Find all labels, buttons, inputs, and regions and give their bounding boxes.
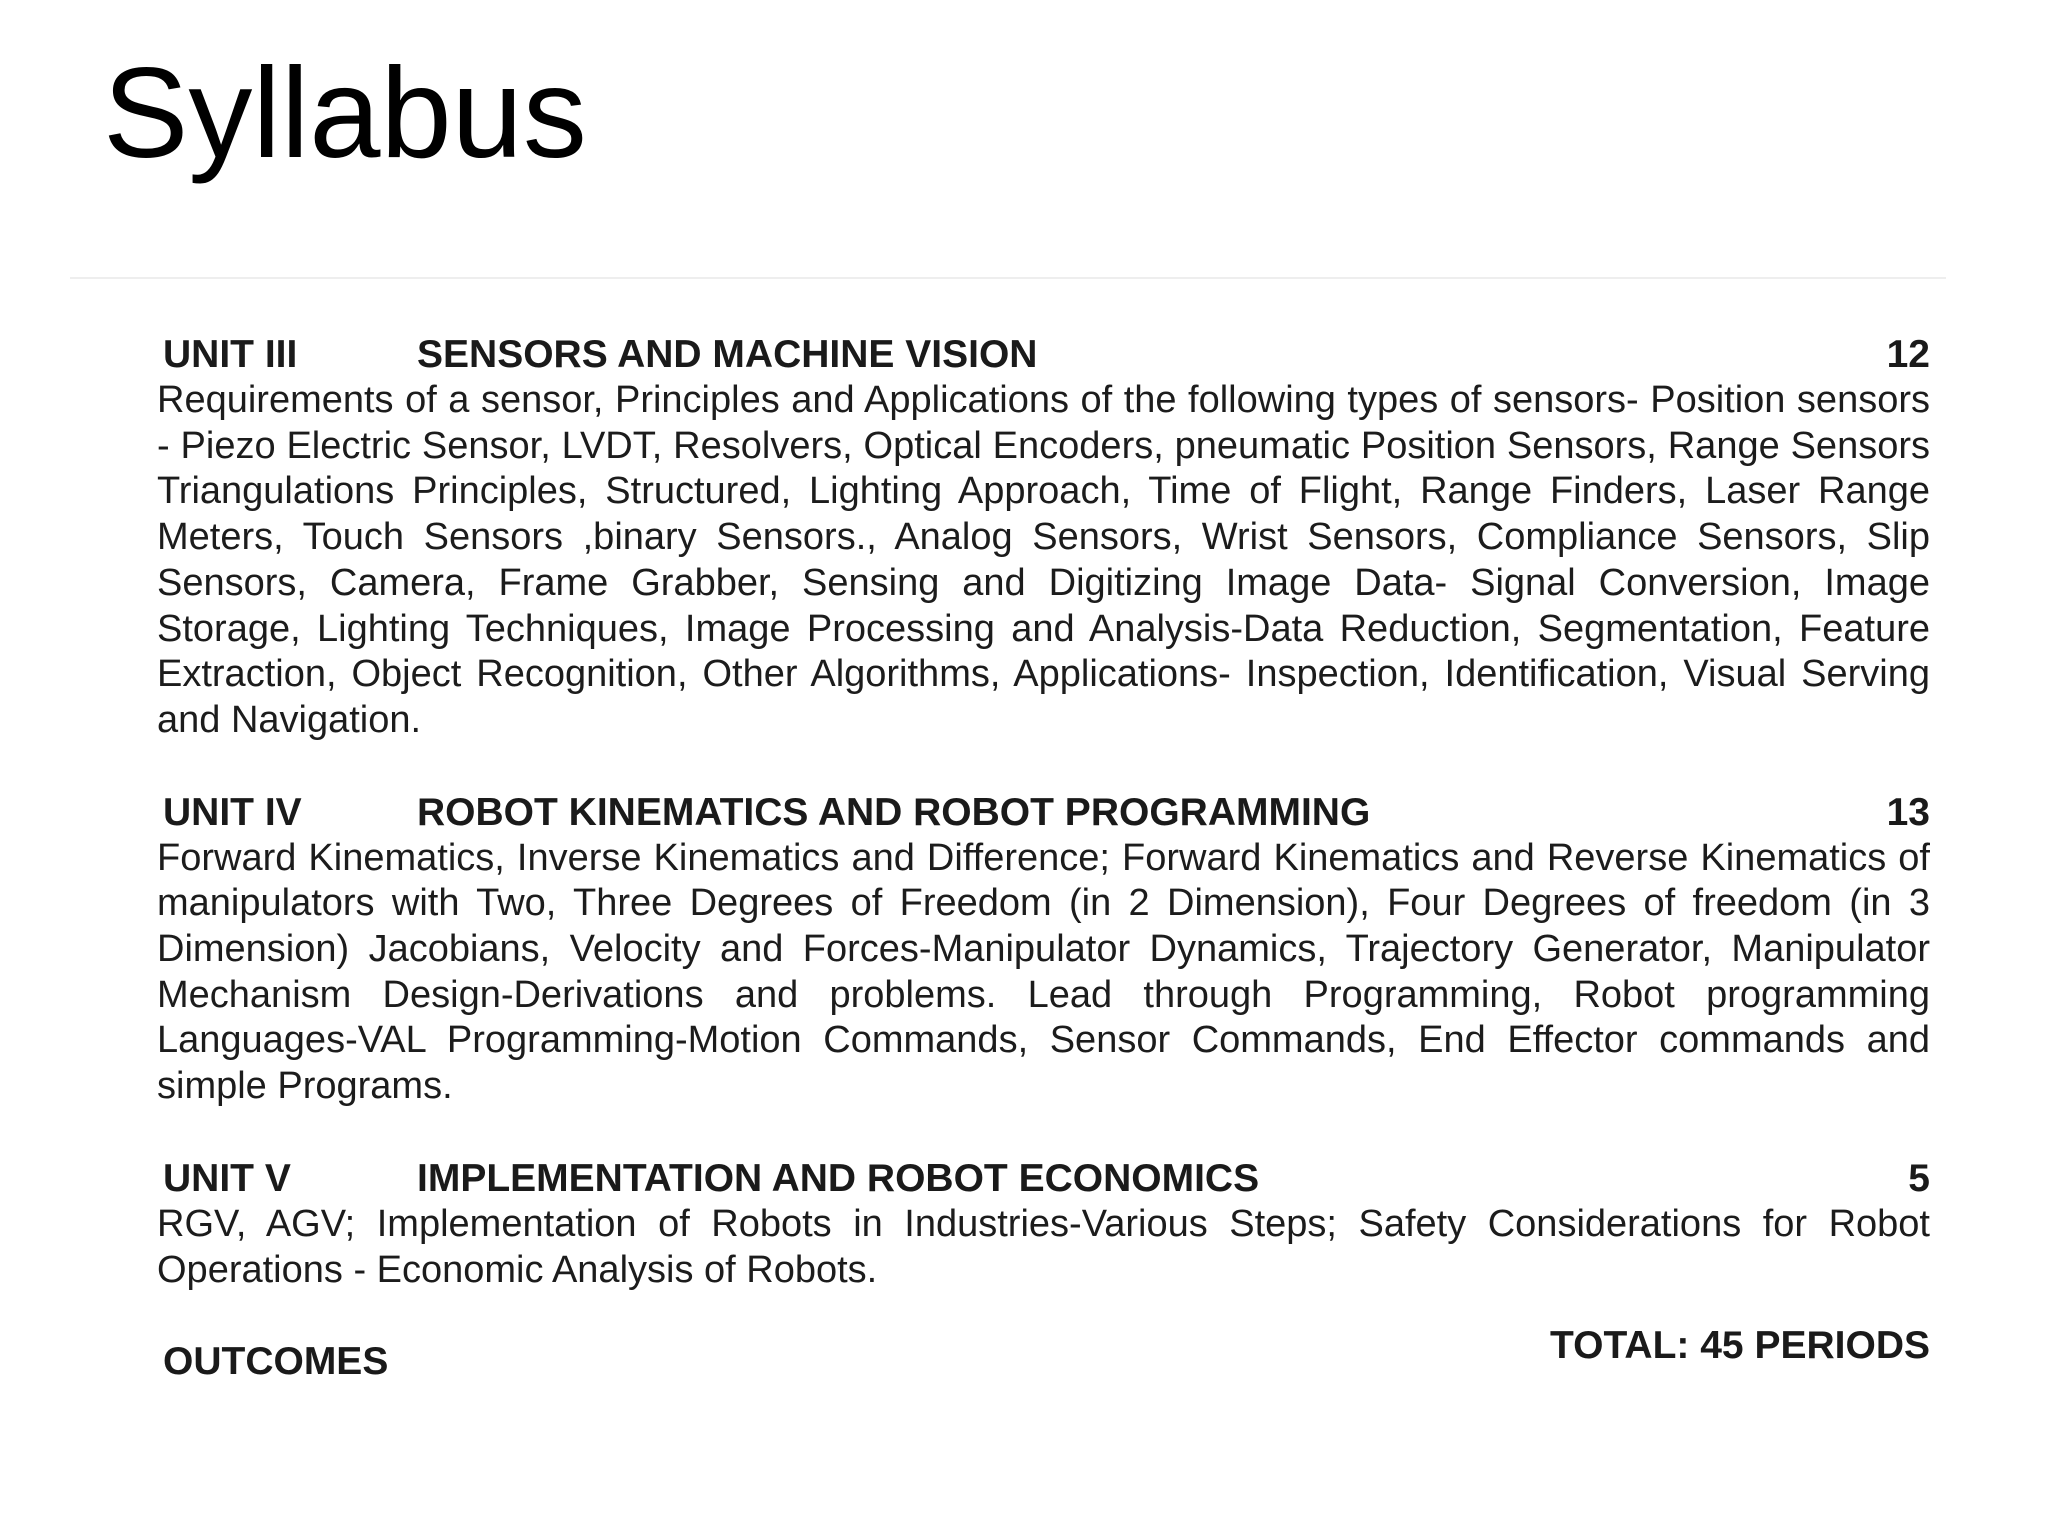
title-divider (70, 277, 1946, 279)
total-periods: TOTAL: 45 PERIODS (1550, 1324, 1930, 1368)
unit-hours: 12 (1886, 333, 1930, 376)
unit-number: UNIT IV (163, 790, 302, 834)
units-list (157, 332, 1930, 1383)
unit-title: SENSORS AND MACHINE VISION (417, 333, 1038, 376)
syllabus-scan (70, 282, 1946, 1384)
unit-header (157, 332, 1930, 378)
unit-title: ROBOT KINEMATICS AND ROBOT PROGRAMMING (417, 790, 1371, 834)
unit-header (157, 1156, 1930, 1202)
unit-section (157, 790, 1930, 1110)
slide-title: Syllabus (103, 42, 587, 185)
unit-number: UNIT III (163, 333, 298, 376)
unit-hours: 5 (1908, 1156, 1930, 1200)
unit-section (157, 1156, 1930, 1293)
cut-off-heading-text: OUTCOMES (163, 1340, 389, 1384)
unit-title: IMPLEMENTATION AND ROBOT ECONOMICS (417, 1156, 1260, 1200)
unit-description: Requirements of a sensor, Principles and Applications of the following types of sensors- Position sensors - Piezo Electric Sensor, LVDT, Resolvers, Optical Encoders, pneumatic Position Sensors, Range Sensors Triangulations Principles, Structured, Lighting Approach, Time of Flight, Range Finders, Laser Range Meters, Touch Sensors ,binary Sensors., Analog Sensors, Wrist Sensors, Compliance Sensors, Slip Sensors, Camera, Frame Grabber, Sensing and Digitizing Image Data- Signal Conversion, Image Storage, Lighting Techniques, Image Processing and Analysis-Data Reduction, Segmentation, Feature Extraction, Object Recognition, Other Algorithms, Applications- Inspection, Identification, Visual Serving and Navigation. (157, 379, 1930, 741)
unit-description: Forward Kinematics, Inverse Kinematics and Difference; Forward Kinematics and Reverse Kinematics of manipulators with Two, Three Degrees of Freedom (in 2 Dimension), Four Degrees of freedom (in 3 Dimension) Jacobians, Velocity and Forces-Manipulator Dynamics, Trajectory Generator, Manipulator Mechanism Design-Derivations and problems. Lead through Programming, Robot programming Languages-VAL Programming-Motion Commands, Sensor Commands, End Effector commands and simple Programs. (157, 836, 1930, 1108)
unit-description: RGV, AGV; Implementation of Robots in Industries-Various Steps; Safety Considerations for Robot Operations - Economic Analysis of Robots. (157, 1202, 1930, 1291)
unit-number: UNIT V (163, 1156, 291, 1200)
unit-header (157, 790, 1930, 836)
unit-section (157, 332, 1930, 744)
unit-hours: 13 (1886, 790, 1930, 834)
